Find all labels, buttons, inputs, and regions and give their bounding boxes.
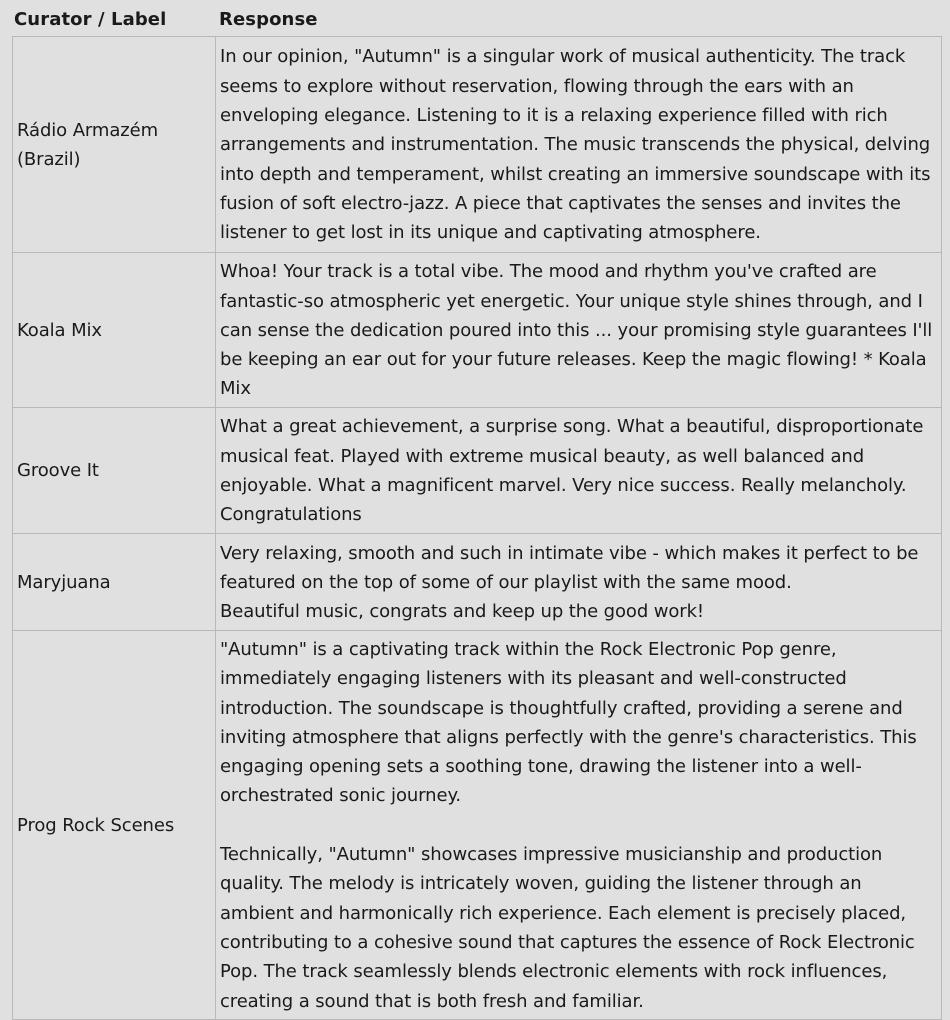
table-row [13,534,942,631]
curator-cell: Rádio Armazém (Brazil) [13,37,216,253]
table-row [13,253,942,408]
curator-cell: Koala Mix [13,253,216,408]
response-cell: Very relaxing, smooth and such in intimate vibe - which makes it perfect to be featured on the top of some of our playlist with the same mood. Beautiful music, congrats and keep up the good work! [216,534,942,631]
response-cell: What a great achievement, a surprise song. What a beautiful, disproportionate musical feat. Played with extreme musical beauty, as well balanced and enjoyable. What a magnificent marvel. Very nice success. Really melancholy. Congratulations [216,408,942,534]
table-row [13,37,942,253]
table-row [13,408,942,534]
table-header [0,0,950,36]
response-column-header: Response [219,9,318,30]
curator-cell: Groove It [13,408,216,534]
curator-cell: Maryjuana [13,534,216,631]
response-cell: In our opinion, "Autumn" is a singular work of musical authenticity. The track seems to explore without reservation, flowing through the ears with an enveloping elegance. Listening to it is a relaxing experience filled with rich arrangements and instrumentation. The music transcends the physical, delving into depth and temperament, whilst creating an immersive soundscape with its fusion of soft electro-jazz. A piece that captivates the senses and invites the listener to get lost in its unique and captivating atmosphere. [216,37,942,253]
curator-cell: Prog Rock Scenes [13,631,216,1020]
response-cell: Whoa! Your track is a total vibe. The mood and rhythm you've crafted are fantastic-so atmospheric yet energetic. Your unique style shines through, and I can sense the dedication poured into this ... your promising style guarantees I'll be keeping an ear out for your future releases. Keep the magic flowing! * Koala Mix [216,253,942,408]
response-cell: "Autumn" is a captivating track within the Rock Electronic Pop genre, immediately engaging listeners with its pleasant and well-constructed introduction. The soundscape is thoughtfully crafted, providing a serene and inviting atmosphere that aligns perfectly with the genre's characteristics. This engaging opening sets a soothing tone, drawing the listener into a well-orchestrated sonic journey. Technically, "Autumn" showcases impressive musicianship and production quality. The melody is intricately woven, guiding the listener through an ambient and harmonically rich experience. Each element is precisely placed, contributing to a cohesive sound that captures the essence of Rock Electronic Pop. The track seamlessly blends electronic elements with rock influences, creating a sound that is both fresh and familiar. [216,631,942,1020]
responses-table [12,36,942,1020]
table-row [13,631,942,1020]
curator-column-header: Curator / Label [14,9,167,30]
